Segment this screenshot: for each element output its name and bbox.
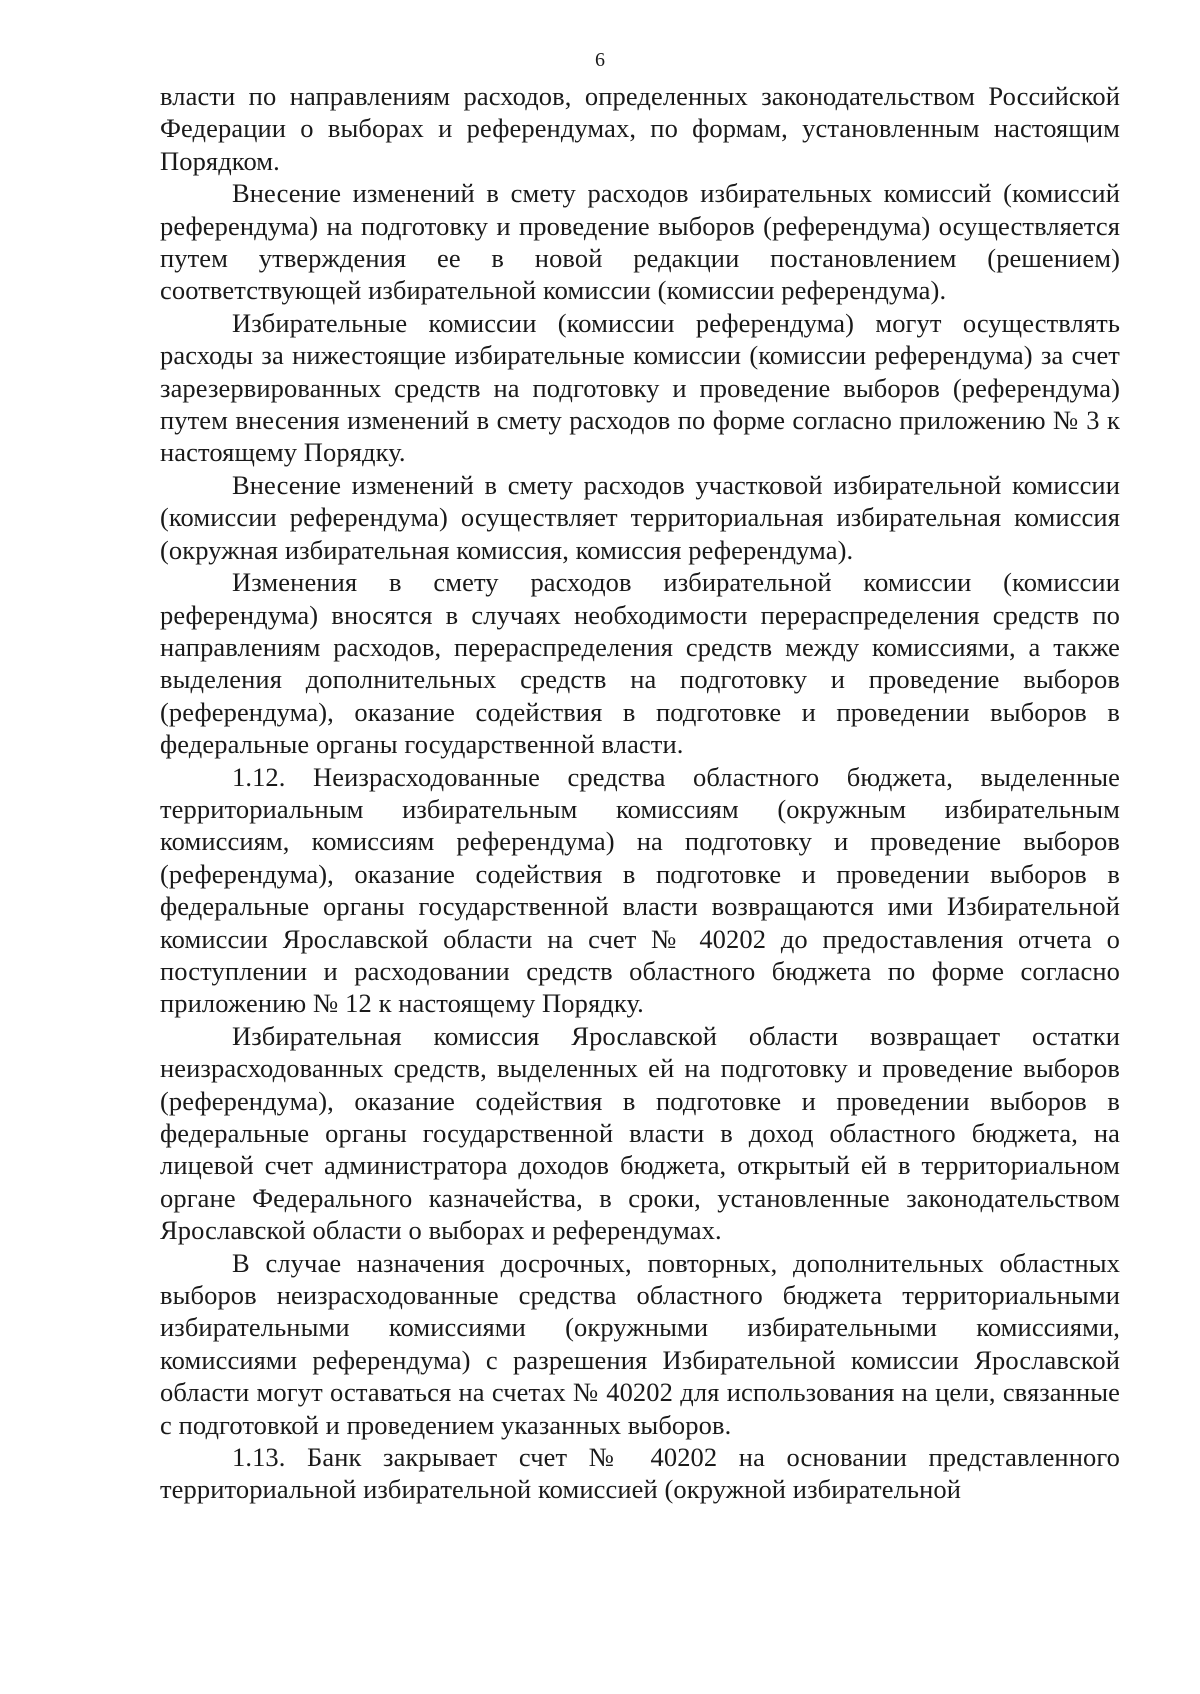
- paragraph-regional-commission-returns: Избирательная комиссия Ярославской области возвращает остатки неизрасходованных средств, выделенных ей на подготовку и проведение выборов (референдума), оказание содействия в подготовке и проведении выборов в федеральные органы государственной власти в доход областного бюджета, на лицевой счет администратора доходов бюджета, открытый ей в территориальном органе Федерального казначейства, в сроки, установленные законодательством Ярославской области о выборах и референдумах.: [160, 1020, 1120, 1246]
- paragraph-continuation: власти по направлениям расходов, определенных законодательством Российской Федерации о выборах и референдумах, по формам, установленным настоящим Порядком.: [160, 81, 1120, 176]
- paragraph-precinct-commission-changes: Внесение изменений в смету расходов участковой избирательной комиссии (комиссии референдума) осуществляет территориальная избирательная комиссия (окружная избирательная комиссия, комиссия референдума).: [160, 469, 1120, 565]
- paragraph-section-1-12: 1.12. Неизрасходованные средства областного бюджета, выделенные территориальным избирательным комиссиям (окружным избирательным комиссиям, комиссиям референдума) на подготовку и проведение выборов (референдума), оказание содействия в подготовке и проведении выборов в федеральные органы государственной власти возвращаются ими Избирательной комиссии Ярославской области на счет № 40202 до предоставления отчета о поступлении и расходовании средств областного бюджета по форме согласно приложению № 12 к настоящему Порядку.: [160, 761, 1120, 1019]
- paragraph-changes-cases: Изменения в смету расходов избирательной комиссии (комиссии референдума) вносятся в случаях необходимости перераспределения средств по направлениям расходов, перераспределения средств между комиссиями, а также выделения дополнительных средств на подготовку и проведение выборов (референдума), оказание содействия в подготовке и проведении выборов в федеральные органы государственной власти.: [160, 567, 1120, 760]
- paragraph-expenses-for-lower-commissions: Избирательные комиссии (комиссии референдума) могут осуществлять расходы за нижестоящие избирательные комиссии (комиссии референдума) за счет зарезервированных средств на подготовку и проведение выборов (референдума) путем внесения изменений в смету расходов по форме согласно приложению № 3 к настоящему Порядку.: [160, 307, 1120, 468]
- paragraph-section-1-13: 1.13. Банк закрывает счет № 40202 на основании представленного территориальной избирательной комиссией (окружной избирательной: [160, 1442, 1120, 1505]
- paragraph-early-elections: В случае назначения досрочных, повторных, дополнительных областных выборов неизрасходованные средства областного бюджета территориальными избирательными комиссиями (окружными избирательными комиссиями, комиссиями референдума) с разрешения Избирательной комиссии Ярославской области могут оставаться на счетах № 40202 для использования на цели, связанные с подготовкой и проведением указанных выборов.: [160, 1247, 1120, 1440]
- document-body: [160, 80, 1120, 1506]
- paragraph-estimate-changes: Внесение изменений в смету расходов избирательных комиссий (комиссий референдума) на подготовку и проведение выборов (референдума) осуществляется путем утверждения ее в новой редакции постановлением (решением) соответствующей избирательной комиссии (комиссии референдума).: [160, 178, 1120, 306]
- page-number: 6: [595, 49, 605, 71]
